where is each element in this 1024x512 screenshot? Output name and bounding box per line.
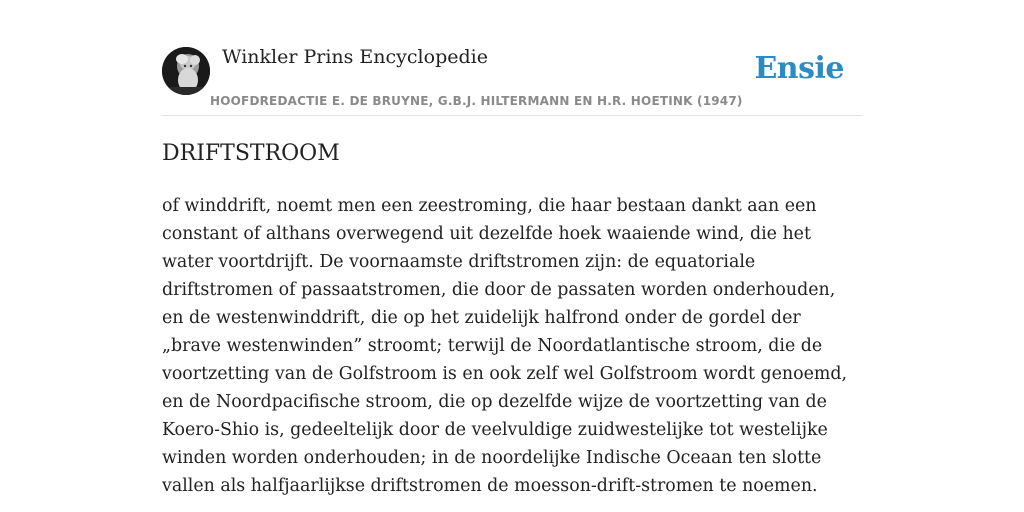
entry-body: of winddrift, noemt men een zeestroming, die haar bestaan dankt aan een constant of althans overwegend uit dezelfde hoek waaiende wind, die het water voortdrijft. De voornaamste driftstromen zijn: de equatoriale driftstromen of passaatstromen, die door de passaten worden onderhouden, en de westenwinddrift, die op het zuidelijk halfrond onder de gordel der „brave westenwinden” stroomt; terwijl de Noordatlantische stroom, die de voortzetting van de Golfstroom is en ook zelf wel Golfstroom wordt genoemd, en de Noordpacifische stroom, die op dezelfde wijze de voortzetting van de Koero-Shio is, gedeeltelijk door de veelvuldige zuidwestelijke tot westelijke winden worden onderhouden; in de noordelijke Indische Oceaan ten slotte vallen als halfjaarlijkse driftstromen de moesson-drift-stromen te noemen. [162,196,848,496]
ensie-logo[interactable]: Ensie [754,51,844,86]
entry-title: DRIFTSTROOM [162,141,340,166]
editors-line: HOOFDREDACTIE E. DE BRUYNE, G.B.J. HILTERMANN EN H.R. HOETINK (1947) [210,94,743,108]
publication-title[interactable]: Winkler Prins Encyclopedie [222,46,488,68]
portrait-avatar-icon[interactable] [162,47,210,95]
publication-header [162,40,862,116]
